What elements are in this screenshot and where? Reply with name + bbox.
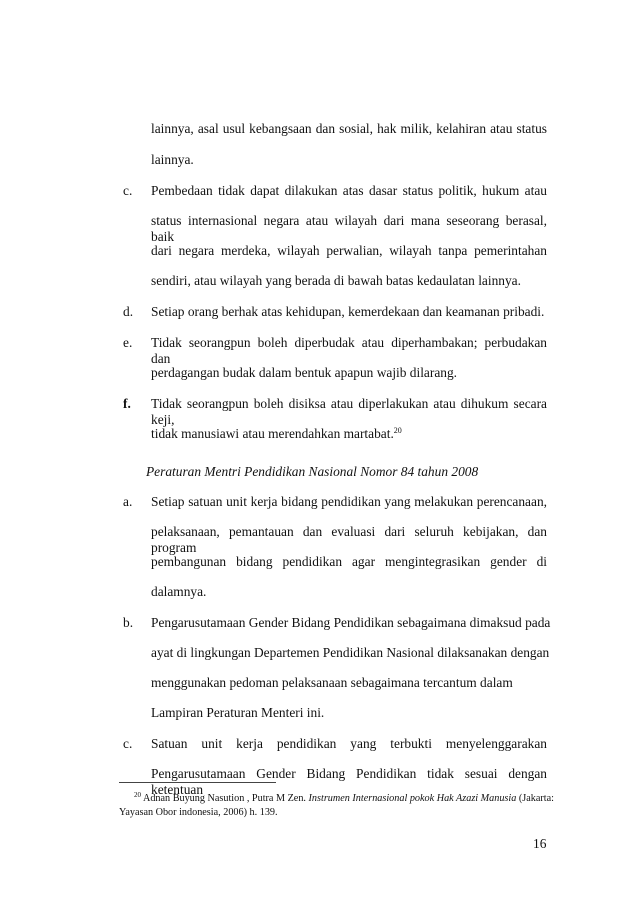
section-heading: Peraturan Mentri Pendidikan Nasional Nomor 84 tahun 2008 bbox=[146, 464, 479, 479]
footnote-number: 20 bbox=[134, 791, 141, 799]
page-number: 16 bbox=[533, 836, 547, 851]
footnote-separator bbox=[119, 782, 276, 783]
list2-a-line-2: pelaksanaan, pemantauan dan evaluasi dari seluruh kebijakan, dan program bbox=[151, 524, 547, 555]
list1-b-line-2: lainnya. bbox=[151, 152, 194, 167]
footnote-publisher-open: (Jakarta: bbox=[518, 793, 554, 804]
list1-c-line-4: sendiri, atau wilayah yang berada di bawah batas kedaulatan lainnya. bbox=[151, 273, 521, 288]
list2-a-line-1: Setiap satuan unit kerja bidang pendidikan yang melakukan perencanaan, bbox=[151, 494, 547, 509]
list2-c-line-2: Pengarusutamaan Gender Bidang Pendidikan tidak sesuai dengan ketentuan bbox=[151, 766, 547, 797]
list1-f-marker: f. bbox=[123, 396, 131, 411]
list1-c-marker: c. bbox=[123, 183, 133, 198]
list2-a-marker: a. bbox=[123, 494, 133, 509]
footnote-authors: Adnan Buyung Nasution , Putra M Zen. bbox=[142, 793, 306, 804]
footnote-line-1 bbox=[134, 792, 554, 805]
list1-c-line-1: Pembedaan tidak dapat dilakukan atas dasar status politik, hukum atau bbox=[151, 183, 547, 198]
list2-b-line-1: Pengarusutamaan Gender Bidang Pendidikan sebagaimana dimaksud pada bbox=[151, 615, 551, 630]
list2-a-line-3: pembangunan bidang pendidikan agar mengintegrasikan gender di bbox=[151, 554, 547, 569]
list1-b-line-1: lainnya, asal usul kebangsaan dan sosial, hak milik, kelahiran atau status bbox=[151, 121, 547, 136]
list1-f-line-2-text: tidak manusiawi atau merendahkan martabat. bbox=[151, 426, 394, 441]
list1-c-line-2: status internasional negara atau wilayah dari mana seseorang berasal, baik bbox=[151, 213, 547, 244]
list2-b-line-2: ayat di lingkungan Departemen Pendidikan Nasional dilaksanakan dengan bbox=[151, 645, 550, 660]
list2-b-marker: b. bbox=[123, 615, 134, 630]
list2-a-line-4: dalamnya. bbox=[151, 584, 207, 599]
list1-f-line-2 bbox=[151, 426, 402, 442]
list1-d-marker: d. bbox=[123, 304, 134, 319]
list1-e-line-2: perdagangan budak dalam bentuk apapun wajib dilarang. bbox=[151, 365, 458, 380]
list1-c-line-3: dari negara merdeka, wilayah perwalian, wilayah tanpa pemerintahan bbox=[151, 243, 547, 258]
list2-b-line-4: Lampiran Peraturan Menteri ini. bbox=[151, 705, 325, 720]
list2-b-line-3: menggunakan pedoman pelaksanaan sebagaimana tercantum dalam bbox=[151, 675, 513, 690]
list2-c-line-1: Satuan unit kerja pendidikan yang terbukti menyelenggarakan bbox=[151, 736, 547, 751]
footnote-line-2: Yayasan Obor indonesia, 2006) h. 139. bbox=[119, 807, 278, 818]
list1-e-marker: e. bbox=[123, 335, 133, 350]
footnote-ref-20[interactable]: 20 bbox=[393, 426, 402, 435]
footnote-title: Instrumen Internasional pokok Hak Azazi Manusia bbox=[308, 793, 517, 804]
list1-e-line-1: Tidak seorangpun boleh diperbudak atau diperhambakan; perbudakan dan bbox=[151, 335, 547, 366]
list1-f-line-1: Tidak seorangpun boleh disiksa atau diperlakukan atau dihukum secara keji, bbox=[151, 396, 547, 427]
list2-c-marker: c. bbox=[123, 736, 133, 751]
list1-d-line-1: Setiap orang berhak atas kehidupan, kemerdekaan dan keamanan pribadi. bbox=[151, 304, 545, 319]
